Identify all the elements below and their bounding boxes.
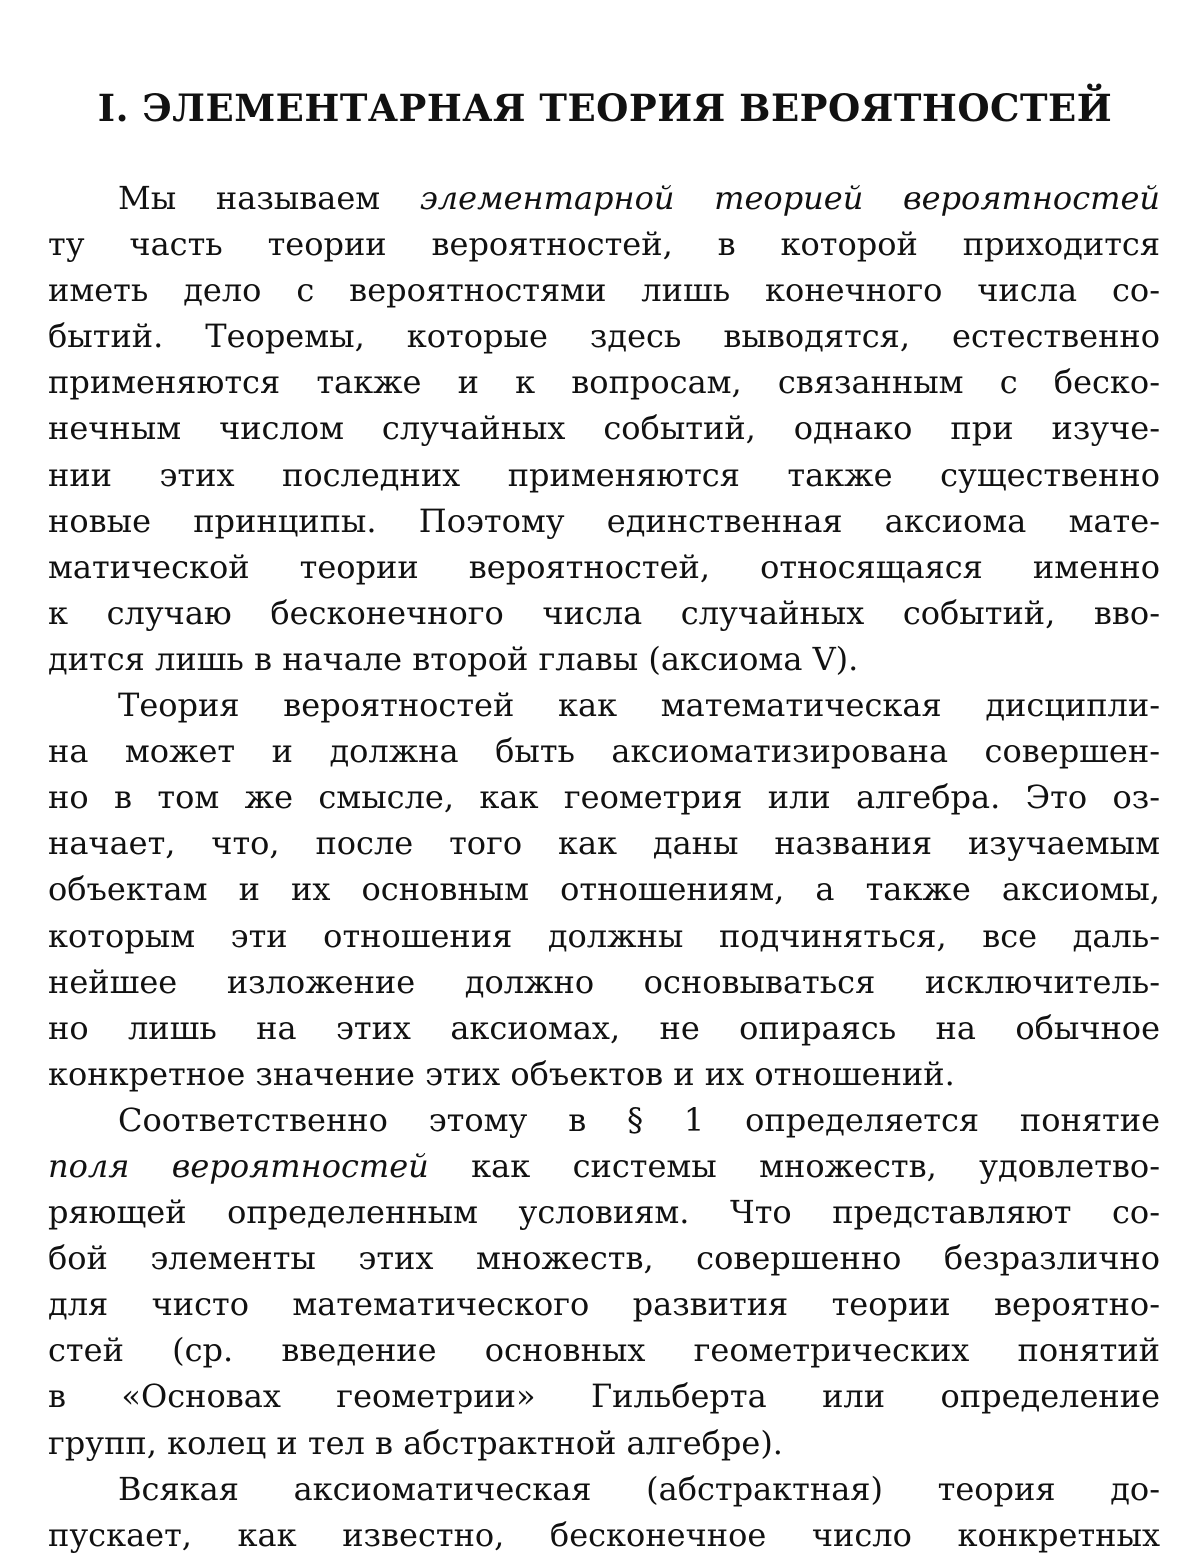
text-line: нейшее изложение должно основываться исключитель-: [48, 962, 1160, 1001]
text-line: иметь дело с вероятностями лишь конечного числа со-: [48, 271, 1160, 310]
text-line: пускает, как известно, бесконечное число конкретных: [48, 1515, 1160, 1554]
text-line: применяются также и к вопросам, связанным с беско-: [48, 363, 1160, 402]
text-line: матической теории вероятностей, относящаяся именно: [48, 547, 1160, 586]
text-line: в «Основах геометрии» Гильберта или определение: [48, 1377, 1160, 1416]
text-line: Соответственно этому в § 1 определяется понятие: [118, 1100, 1160, 1139]
text-line: бой элементы этих множеств, совершенно безразлично: [48, 1239, 1160, 1278]
text-line: Всякая аксиоматическая (абстрактная) теория до-: [118, 1469, 1160, 1508]
text-line: поля вероятностей как системы множеств, удовлетво-: [48, 1146, 1161, 1185]
text-line: новые принципы. Поэтому единственная аксиома мате-: [48, 501, 1160, 540]
text-line: дится лишь в начале второй главы (аксиома V).: [48, 639, 859, 678]
text-line: ту часть теории вероятностей, в которой приходится: [48, 225, 1160, 264]
text-line: бытий. Теоремы, которые здесь выводятся, естественно: [48, 317, 1160, 356]
text-line: Теория вероятностей как математическая дисципли-: [118, 686, 1160, 725]
text-line: но лишь на этих аксиомах, не опираясь на обычное: [48, 1008, 1160, 1047]
text-line: к случаю бесконечного числа случайных событий, вво-: [48, 593, 1160, 632]
text-line: стей (ср. введение основных геометрических понятий: [48, 1331, 1160, 1370]
chapter-title: I. ЭЛЕМЕНТАРНАЯ ТЕОРИЯ ВЕРОЯТНОСТЕЙ: [97, 86, 1113, 130]
text-line: групп, колец и тел в абстрактной алгебре).: [48, 1423, 783, 1462]
text-line: нии этих последних применяются также существенно: [48, 455, 1160, 494]
text-line: на может и должна быть аксиоматизирована совершен-: [48, 732, 1160, 771]
text-line: которым эти отношения должны подчиняться, все даль-: [48, 916, 1160, 955]
text-line: ряющей определенным условиям. Что представляют со-: [48, 1193, 1160, 1232]
text-line: но в том же смысле, как геометрия или алгебра. Это оз-: [48, 778, 1160, 817]
body-text: [48, 175, 1160, 1558]
text-line: нечным числом случайных событий, однако при изуче-: [48, 409, 1160, 448]
text-line: для чисто математического развития теории вероятно-: [48, 1285, 1160, 1324]
text-line: Мы называем элементарной теорией вероятностей: [118, 179, 1160, 217]
text-line: начает, что, после того как даны названия изучаемым: [48, 824, 1160, 863]
text-line: конкретное значение этих объектов и их отношений.: [48, 1054, 955, 1093]
text-line: объектам и их основным отношениям, а также аксиомы,: [48, 870, 1160, 909]
